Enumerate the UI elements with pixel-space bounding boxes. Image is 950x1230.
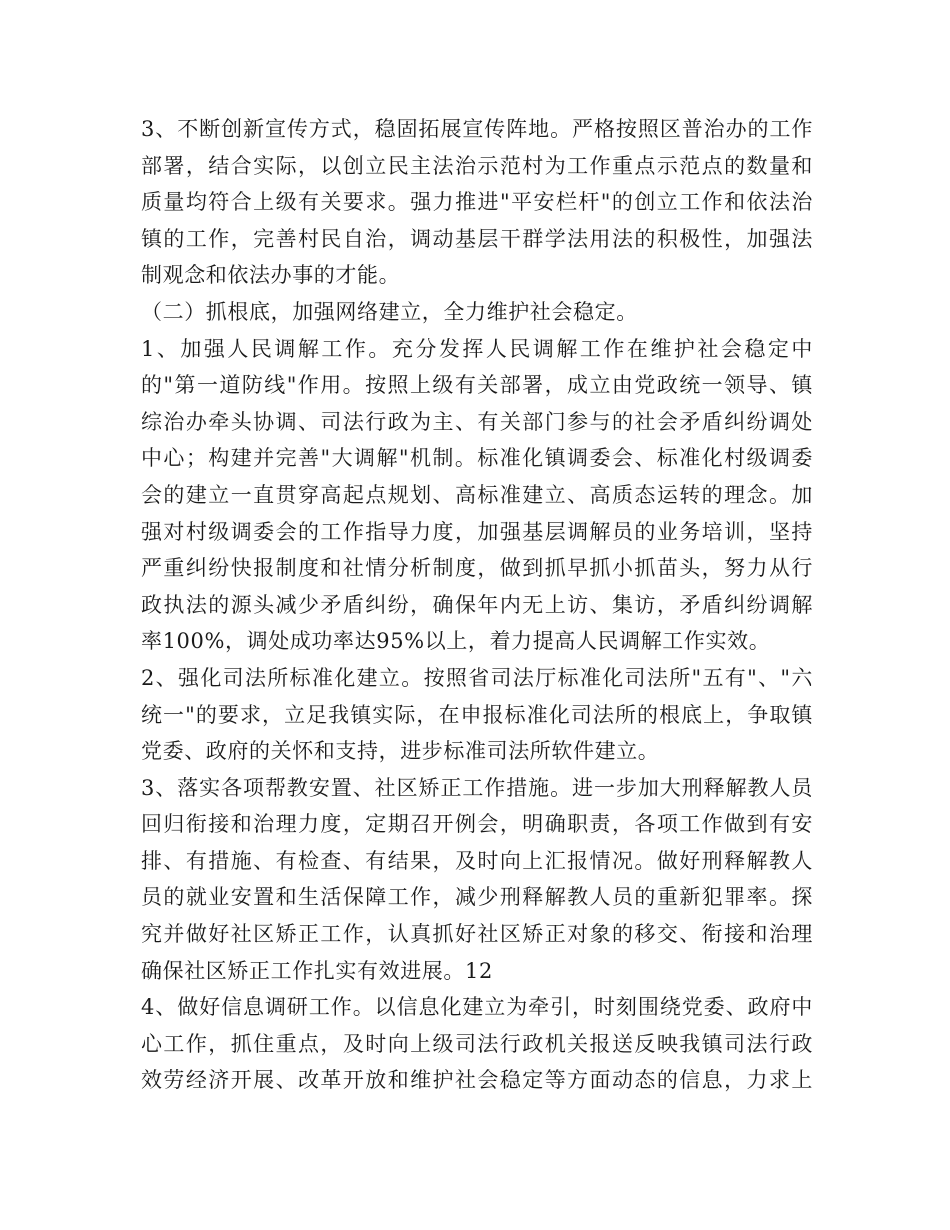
text-line: 质量均符合上级有关要求。强力推进"平安栏杆"的创立工作和依法治 — [141, 190, 813, 215]
text-line: 4、做好信息调研工作。以信息化建立为牵引，时刻围绕党委、政府中 — [141, 995, 813, 1020]
text-line: 究并做好社区矫正工作，认真抓好社区矫正对象的移交、衔接和治理 — [141, 922, 813, 947]
section-heading: （二）抓根底，加强网络建立，全力维护社会稳定。 — [141, 299, 638, 324]
text-line: 率100%，调处成功率达95%以上，着力提高人民调解工作实效。 — [141, 629, 771, 654]
text-line: 员的就业安置和生活保障工作，减少刑释解教人员的重新犯罪率。探 — [141, 885, 813, 910]
text-line: 1、加强人民调解工作。充分发挥人民调解工作在维护社会稳定中 — [141, 336, 813, 361]
text-line: 强对村级调委会的工作指导力度，加强基层调解员的业务培训，坚持 — [141, 519, 813, 544]
text-line: 3、不断创新宣传方式，稳固拓展宣传阵地。严格按照区普治办的工作 — [141, 117, 813, 141]
text-line: 心工作，抓住重点，及时向上级司法行政机关报送反映我镇司法行政 — [141, 1031, 813, 1056]
text-line: 镇的工作，完善村民自治，调动基层干群学法用法的积极性，加强法 — [141, 226, 813, 251]
text-line: 2、强化司法所标准化建立。按照省司法厅标准化司法所"五有"、"六 — [141, 665, 813, 690]
text-line: 的"第一道防线"作用。按照上级有关部署，成立由党政统一领导、镇 — [141, 373, 813, 398]
text-line: 确保社区矫正工作扎实有效进展。12 — [141, 958, 493, 983]
text-line: 中心；构建并完善"大调解"机制。标准化镇调委会、标准化村级调委 — [141, 446, 813, 471]
text-line: 排、有措施、有检查、有结果，及时向上汇报情况。做好刑释解教人 — [141, 848, 813, 873]
document-body — [141, 111, 813, 1099]
text-line: 政执法的源头减少矛盾纠纷，确保年内无上访、集访，矛盾纠纷调解 — [141, 592, 813, 617]
text-line: 党委、政府的关怀和支持，进步标准司法所软件建立。 — [141, 739, 660, 764]
text-line: 部署，结合实际，以创立民主法治示范村为工作重点示范点的数量和 — [141, 153, 813, 178]
text-line: 综治办牵头协调、司法行政为主、有关部门参与的社会矛盾纠纷调处 — [141, 409, 813, 434]
text-line: 制观念和依法办事的才能。 — [141, 263, 401, 288]
text-line: 效劳经济开展、改革开放和维护社会稳定等方面动态的信息，力求上 — [141, 1068, 813, 1093]
text-line: 会的建立一直贯穿高起点规划、高标准建立、高质态运转的理念。加 — [141, 482, 813, 507]
text-line: 3、落实各项帮教安置、社区矫正工作措施。进一步加大刑释解教人员 — [141, 775, 813, 800]
text-line: 严重纠纷快报制度和社情分析制度，做到抓早抓小抓苗头，努力从行 — [141, 556, 813, 581]
text-line: 统一"的要求，立足我镇实际，在申报标准化司法所的根底上，争取镇 — [141, 702, 813, 727]
text-line: 回归衔接和治理力度，定期召开例会，明确职责，各项工作做到有安 — [141, 812, 813, 837]
